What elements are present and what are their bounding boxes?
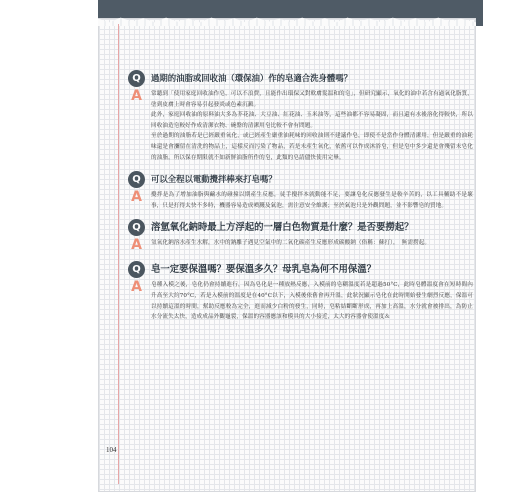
- question-badge: Q: [128, 261, 145, 278]
- question-text: 過期的油脂或回收油（環保油）作的皂適合洗身體嗎？: [151, 73, 352, 83]
- answer-paragraph: 氫氧化鈉溶水產生水解，水中的鈉離子遇見空氣中的二氧化碳產生反應形成碳酸鈉（俗稱：蘇打）， 無需撈起。: [151, 240, 431, 247]
- margin-line: [118, 24, 119, 484]
- answer-paragraph: 攪拌是為了增加油脂與鹼水的碰撞以期產生反應，徒手攪拌本就動能不足，要讓皂化反應發生是較辛苦的，以工具輔助不是壞事，只是打得太快不多時，機器容易造成噴濺及氣泡，需注意安全維護；至於氣泡只是外觀問題，並不影響皂的質地。: [151, 192, 473, 209]
- qa-item-3: [128, 219, 473, 253]
- answer-text: [151, 238, 473, 249]
- question-text: 溶氫氧化鈉時最上方浮起的一層白色物質是什麼？是否要撈起？: [151, 222, 414, 234]
- page-number: 104: [106, 446, 117, 454]
- question-text: 可以全程以電動攪拌棒來打皂嗎？: [151, 174, 277, 185]
- qa-content: [128, 70, 473, 331]
- answer-badge: A: [131, 189, 142, 206]
- question-badge: Q: [128, 171, 145, 188]
- answer-text: [151, 280, 473, 322]
- answer-paragraph: 至於過期的油脂若是已經嚴重氧化，或已經產生嚴重油耗味的回收油則不建議作皂，即使不是當作身體清潔用，但是嚴重的油耗味還是會瀰留在清洗的物品上，這樣反而污染了物品，若是未產生氧化，依舊可以作成沐浴皂，但是皂中多少還是會殘留未皂化的油脂，所以保存期限就不如新鮮油脂所作的皂，此類的皂請儘快使用完畢。: [151, 133, 473, 161]
- qa-item-2: [128, 171, 473, 211]
- answer-paragraph: 此外，家庭回收油的原料油大多為芥花油、大豆油、紅花油、玉米油等，這些油都不容易凝固，而且還有水後溶化得較快，所以回收油造皂較好作成清潔衣物、碗盤的清潔用皂比較不會有問題。: [151, 112, 473, 129]
- answer-paragraph: 常聽到「使用家庭回收油作皂，可以不浪費，且能作出環保又對軟膚髮溫和的皂」，但研究顯示，氧化的油中若含有過氧化脂質，塗到皮膚上時會容易引起發炎或色素沉澱。: [151, 91, 473, 108]
- question-badge: Q: [128, 219, 145, 236]
- answer-text: [151, 190, 473, 211]
- answer-paragraph: 皂種入模之後，皂化仍會持續進行，因為皂化是一種放熱反應，入模前的皂糊溫度若是超過50°C，此時皂體溫度會在短時間內升高至大約70°C，若是入模前的溫度是在40°C以下，入模後依舊會再升溫，此狀況顯示皂化在此時開始發生劇烈反應，保溫可以持續這溫的時間，幫助反應較為完全，進而減少白粉的發生，同時，皂粘結斷斷形成，再加上高溫，水分就會被排出，為防止水分流失太快，造成成品外觀龜裂，保溫的容器應該和模具的大小接近，太大的容器會使溫度＆: [151, 282, 473, 321]
- answer-badge: A: [131, 237, 142, 254]
- question-text: 皂一定要保溫嗎？要保溫多久？母乳皂為何不用保溫？: [151, 264, 377, 276]
- qa-item-1: [128, 70, 473, 163]
- question-badge: Q: [128, 70, 145, 87]
- qa-item-4: [128, 261, 473, 322]
- answer-badge: A: [131, 279, 142, 296]
- answer-badge: A: [131, 88, 142, 104]
- answer-text: [151, 89, 473, 163]
